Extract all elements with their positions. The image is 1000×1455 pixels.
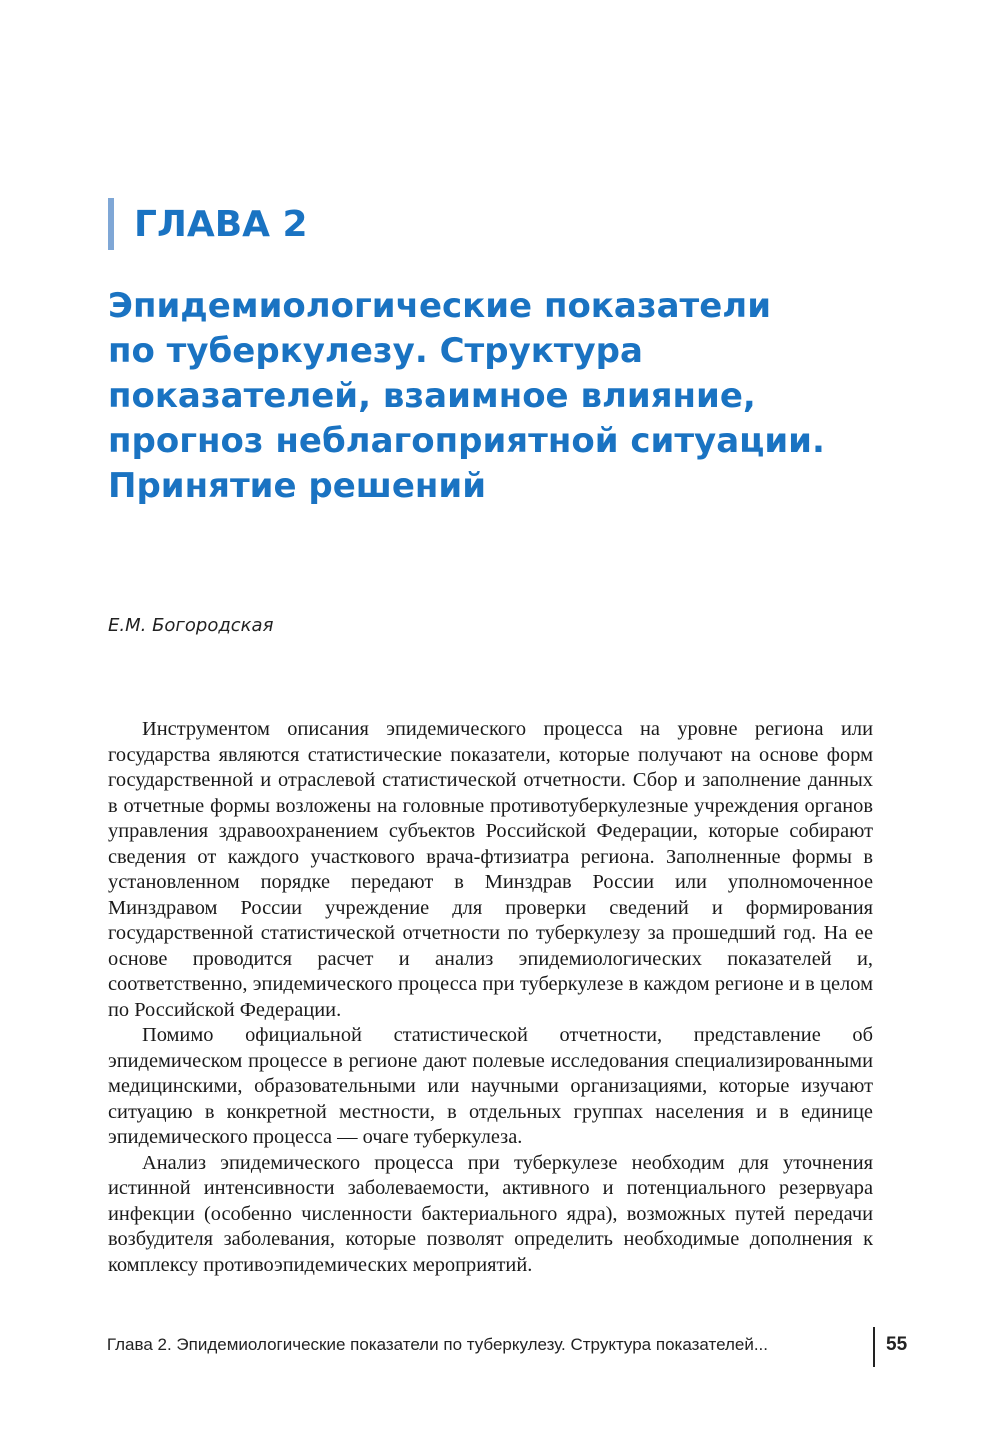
chapter-label	[108, 197, 308, 251]
chapter-title-line: Принятие решений	[108, 466, 487, 506]
running-title: Глава 2. Эпидемиологические показатели по туберкулезу. Структура показателей...	[106, 1335, 768, 1354]
chapter-title-line: Эпидемиологические показатели	[108, 286, 772, 326]
chapter-title-line: показателей, взаимное влияние,	[108, 376, 756, 416]
page-number: 55	[886, 1334, 908, 1355]
chapter-title	[108, 284, 908, 509]
chapter-title-line: по туберкулезу. Структура	[108, 331, 643, 371]
paragraph: Анализ эпидемического процесса при туберкулезе необходим для уточнения истинной интенсивности заболеваемости, активного и потенциального резервуара инфекции (особенно численности бактериального ядра), возможных путей передачи возбудителя заболевания, которые позволят определить необходимые дополнения к комплексу противоэпидемических мероприятий.	[108, 1151, 873, 1276]
page-footer	[108, 1327, 908, 1367]
chapter-title-line: прогноз неблагоприятной ситуации.	[108, 421, 825, 461]
footer-divider	[873, 1327, 875, 1367]
author-name: Е.М. Богородская	[108, 615, 274, 636]
body-text	[108, 717, 873, 1278]
chapter-number: ГЛАВА 2	[134, 203, 308, 245]
paragraph: Инструментом описания эпидемического процесса на уровне региона или государства являются статистические показатели, которые получают на основе форм государственной и отраслевой статистической отчетности. Сбор и заполнение данных в отчетные формы возложены на головные противотуберкулезные учреждения органов управления здравоохранением субъектов Российской Федерации, которые собирают сведения от каждого участкового врача-фтизиатра региона. Заполненные формы в установленном порядке передают в Минздрав России или уполномоченное Минздравом России учреждение для проверки сведений и формирования государственной статистической отчетности по туберкулезу за прошедший год. На ее основе проводится расчет и анализ эпидемиологических показателей и, соответственно, эпидемического процесса при туберкулезе в каждом регионе и в целом по Российской Федерации.	[108, 718, 873, 1021]
chapter-accent-bar	[108, 198, 114, 250]
paragraph: Помимо официальной статистической отчетности, представление об эпидемическом процессе в регионе дают полевые исследования специализированными медицинскими, образовательными или научными организациями, которые изучают ситуацию в конкретной местности, в отдельных группах населения и в единице эпидемического процесса — очаге туберкулеза.	[108, 1024, 873, 1148]
